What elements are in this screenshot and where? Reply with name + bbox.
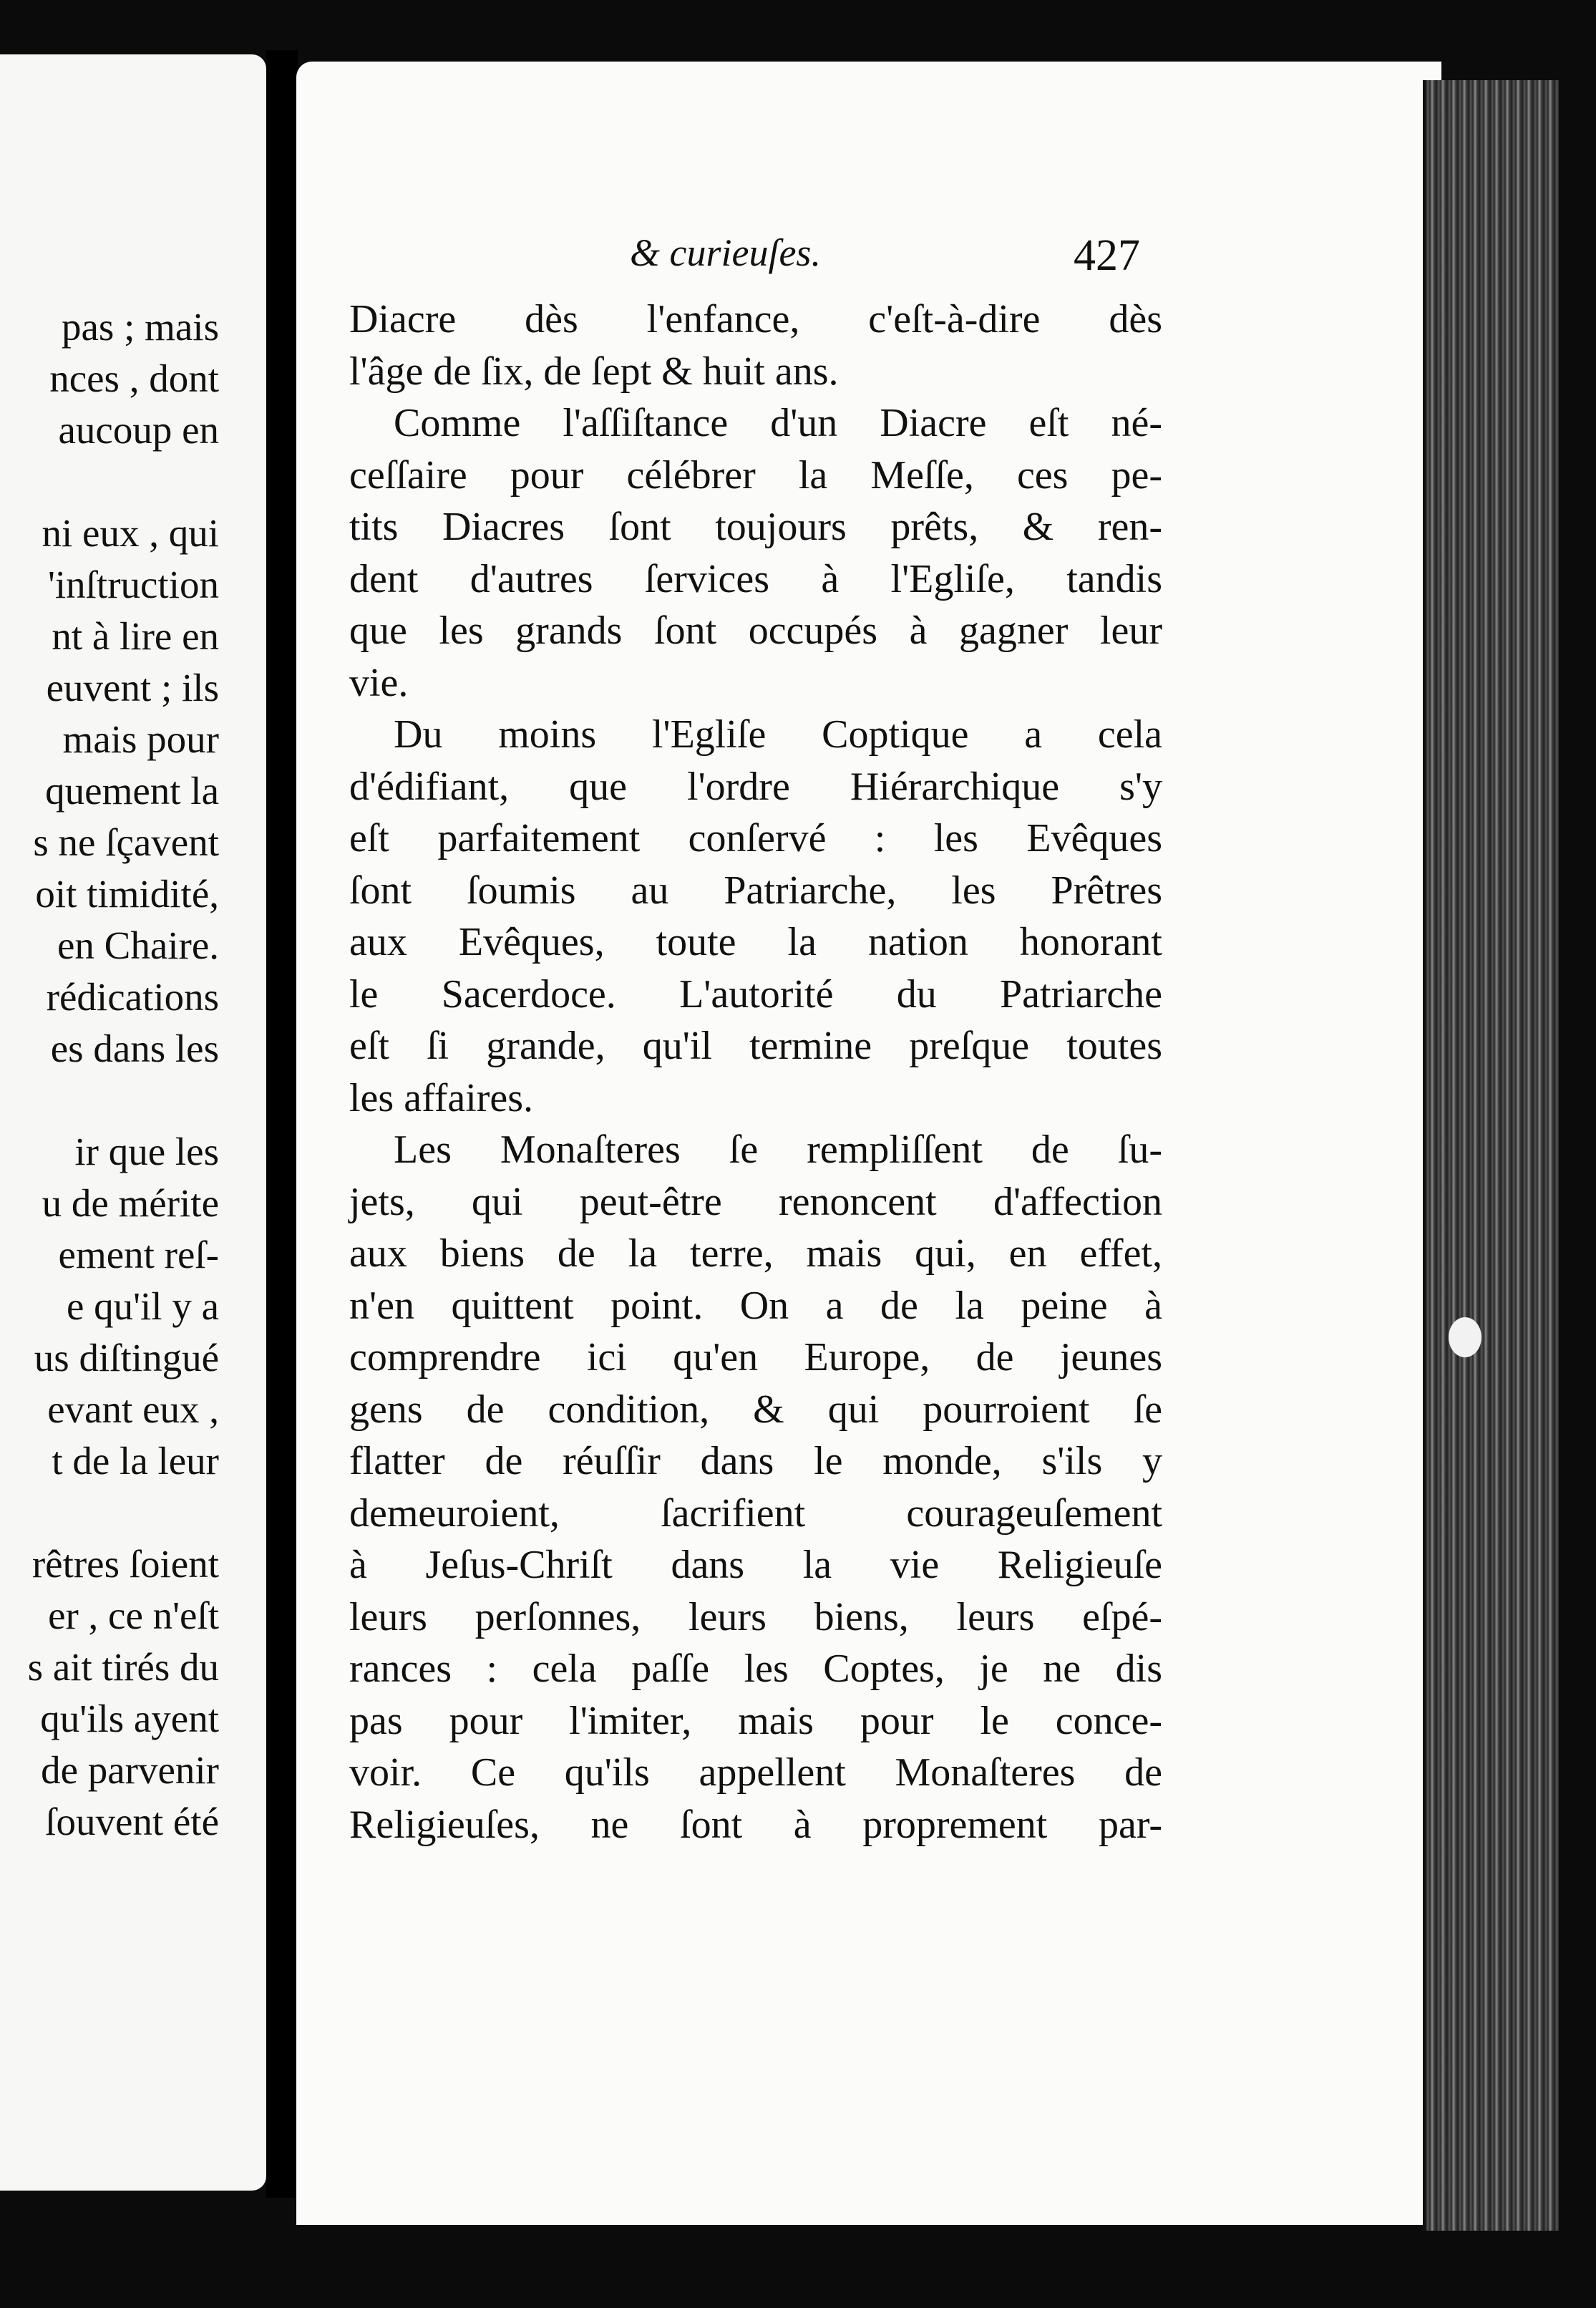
left-page-line: t de la leur [52, 1439, 219, 1483]
page-edge [1423, 80, 1559, 2231]
body-line: Les Monaſteres ſe rempliſſent de ſu- [394, 1128, 1162, 1172]
body-line: Diacre dès l'enfance, c'eſt-à-dire dès [349, 297, 1162, 341]
body-line: gens de condition, & qui pourroient ſe [349, 1387, 1162, 1432]
page-number: 427 [1074, 231, 1140, 280]
left-page-line: euvent ; ils [46, 666, 219, 709]
left-page-line: mais pour [62, 717, 219, 761]
left-page-line: s ait tirés du [27, 1645, 219, 1689]
left-page-line: u de mérite [42, 1181, 219, 1225]
left-page-line: er , ce n'eſt [48, 1594, 219, 1637]
book-gutter [266, 50, 298, 2198]
left-page-line: evant eux , [47, 1387, 219, 1431]
body-line: les affaires. [349, 1075, 534, 1120]
left-page-line: aucoup en [58, 408, 219, 452]
body-line: voir. Ce qu'ils appellent Monaſteres de [349, 1750, 1162, 1795]
left-page-line: nt à lire en [52, 614, 219, 658]
left-page-line: es dans les [50, 1027, 219, 1070]
paper-blemish [1449, 1317, 1481, 1357]
body-line: jets, qui peut-être renoncent d'affection [349, 1179, 1162, 1224]
left-page-line: oit timidité, [35, 872, 219, 916]
left-page-line: 'inſtruction [47, 563, 219, 606]
left-page-line: ir que les [74, 1130, 219, 1173]
body-line: Comme l'aſſiſtance d'un Diacre eſt né- [394, 401, 1162, 445]
body-line: l'âge de ſix, de ſept & huit ans. [349, 349, 839, 394]
body-line: aux biens de la terre, mais qui, en effet, [349, 1231, 1162, 1276]
left-page-line: rêtres ſoient [31, 1542, 219, 1586]
body-line: comprendre ici qu'en Europe, de jeunes [349, 1335, 1162, 1380]
body-line: dent d'autres ſervices à l'Egliſe, tandis [349, 556, 1162, 601]
body-line: eſt ſi grande, qu'il termine preſque toutes [349, 1024, 1162, 1068]
left-page-line: e qu'il y a [66, 1284, 219, 1328]
left-page [0, 54, 266, 2191]
body-line: que les grands ſont occupés à gagner leur [349, 608, 1162, 653]
body-text [349, 294, 1162, 1851]
body-line: Du moins l'Egliſe Coptique a cela [394, 712, 1162, 757]
left-page-line: en Chaire. [57, 923, 219, 967]
body-line: demeuroient, ſacrifient courageuſement [349, 1490, 1162, 1536]
body-line: ceſſaire pour célébrer la Meſſe, ces pe- [349, 452, 1162, 498]
body-line: eſt parfaitement conſervé : les Evêques [349, 816, 1162, 860]
body-line: pas pour l'imiter, mais pour le conce- [349, 1698, 1162, 1743]
left-page-line: de parvenir [41, 1748, 219, 1792]
body-line: Religieuſes, ne ſont à proprement par- [349, 1802, 1162, 1847]
body-line: tits Diacres ſont toujours prêts, & ren- [349, 505, 1162, 549]
running-title: & curieuſes. [630, 231, 821, 274]
body-line: leurs perſonnes, leurs biens, leurs eſpé- [349, 1594, 1162, 1639]
left-page-line: quement la [45, 769, 219, 813]
body-line: à Jeſus-Chriſt dans la vie Religieuſe [349, 1543, 1162, 1587]
left-page-line: ni eux , qui [42, 511, 219, 555]
left-page-line: ſouvent été [45, 1800, 219, 1843]
body-line: flatter de réuſſir dans le monde, s'ils y [349, 1439, 1162, 1483]
body-line: ſont ſoumis au Patriarche, les Prêtres [349, 868, 1162, 913]
body-line: vie. [349, 660, 409, 705]
left-page-line: pas ; mais [62, 305, 219, 349]
left-page-line: qu'ils ayent [40, 1697, 219, 1740]
left-page-line: us diſtingué [34, 1336, 219, 1380]
left-page-line: rédications [46, 975, 219, 1019]
left-page-line: s ne ſçavent [33, 820, 219, 864]
left-page-line: ement reſ- [58, 1233, 219, 1276]
body-line: aux Evêques, toute la nation honorant [349, 920, 1162, 964]
body-line: d'édifiant, que l'ordre Hiérarchique s'y [349, 764, 1162, 809]
body-line: rances : cela paſſe les Coptes, je ne dis [349, 1647, 1162, 1691]
body-line: n'en quittent point. On a de la peine à [349, 1283, 1162, 1328]
body-line: le Sacerdoce. L'autorité du Patriarche [349, 971, 1162, 1017]
left-page-line: nces , dont [49, 357, 219, 400]
